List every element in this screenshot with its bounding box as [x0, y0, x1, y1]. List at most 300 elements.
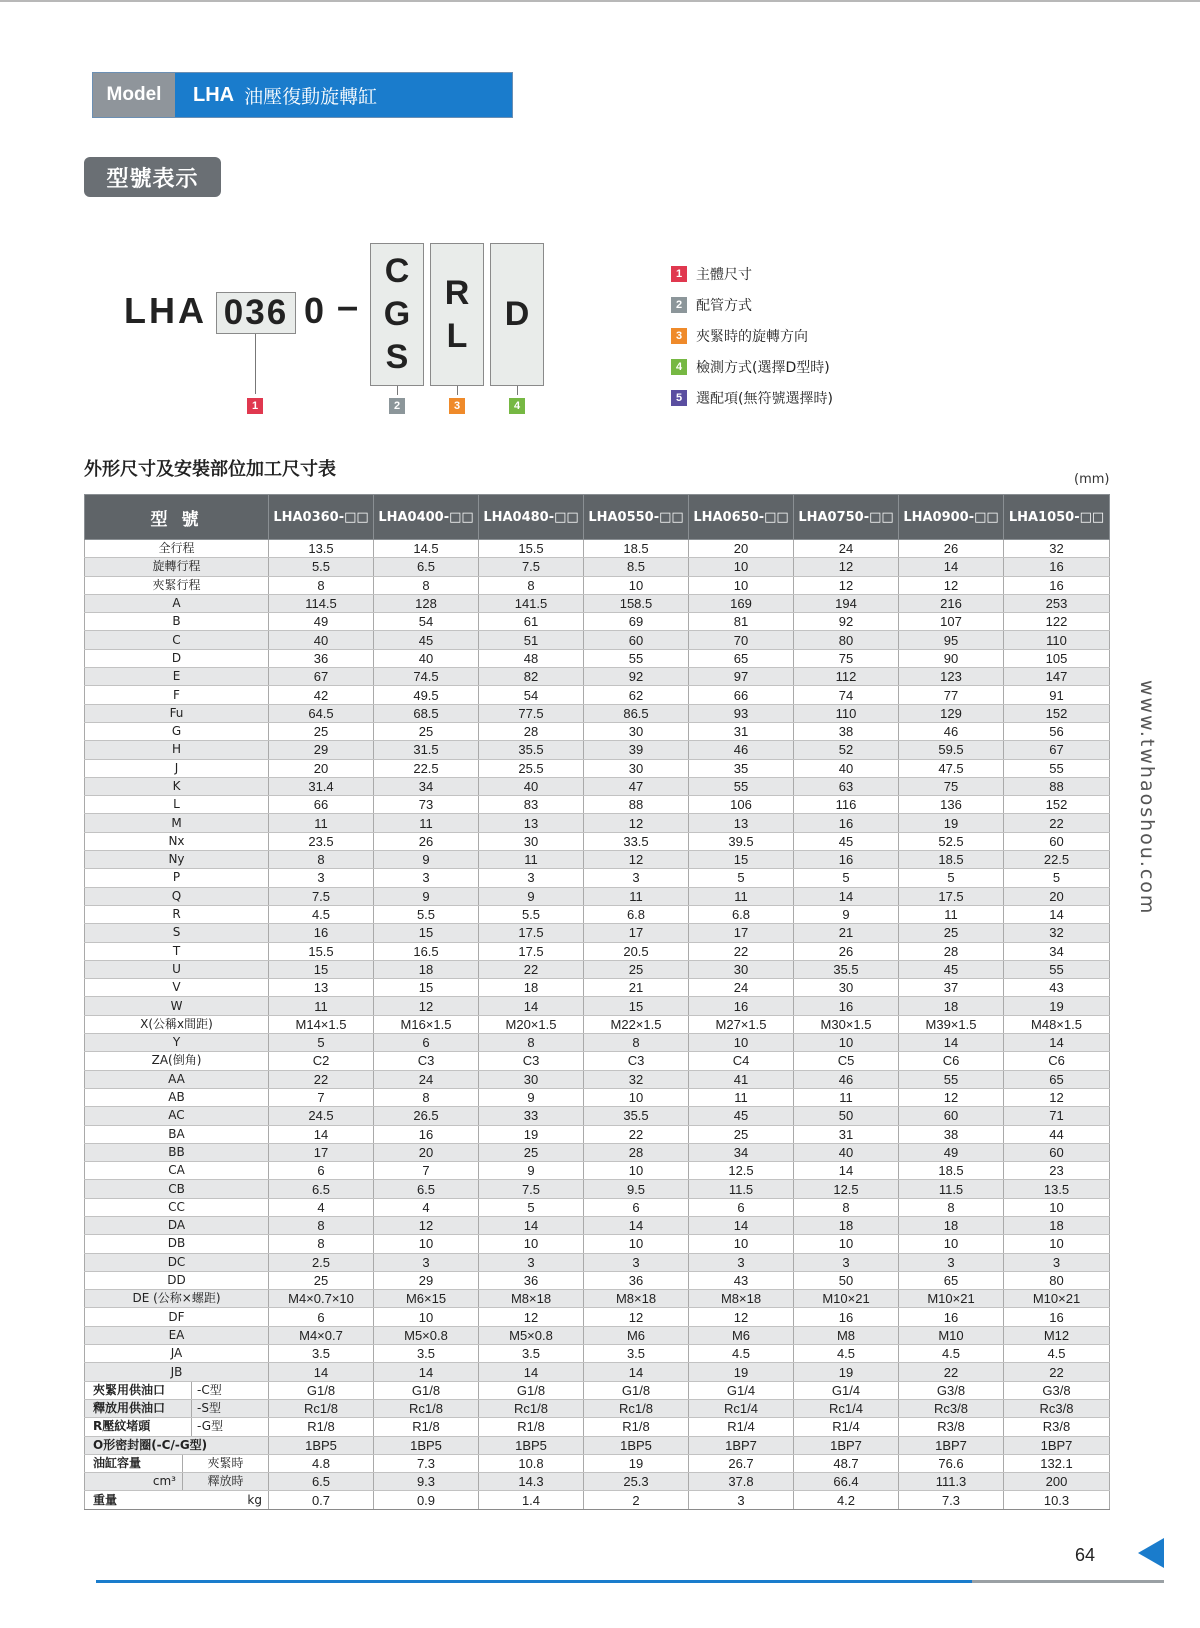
table-cell: 8: [584, 1034, 689, 1052]
table-row: [85, 1308, 1110, 1326]
table-cell: 12.5: [794, 1180, 899, 1198]
legend-marker: 4: [671, 359, 687, 375]
table-cell: 22: [584, 1125, 689, 1143]
table-cell: 12: [374, 1216, 479, 1234]
table-cell: G1/4: [689, 1381, 794, 1399]
table-cell: 70: [689, 631, 794, 649]
table-cell: 3: [899, 1253, 1004, 1271]
table-cell: 1BP5: [374, 1436, 479, 1454]
table-cell: 11.5: [899, 1180, 1004, 1198]
header-model: LHA0550-□□: [584, 495, 689, 540]
table-cell: 19: [1004, 997, 1110, 1015]
table-cell: 5: [689, 869, 794, 887]
row-label: Fu: [85, 704, 269, 722]
table-cell: 10: [689, 576, 794, 594]
table-cell: 10: [689, 558, 794, 576]
table-cell: 31: [689, 722, 794, 740]
table-cell: 55: [899, 1070, 1004, 1088]
table-row: [85, 1290, 1110, 1308]
table-cell: 3: [689, 1253, 794, 1271]
rotation-option: R: [444, 273, 470, 312]
table-cell: 18: [899, 997, 1004, 1015]
table-cell: 10: [584, 576, 689, 594]
row-label-split: [85, 1418, 269, 1436]
legend-item: [671, 289, 833, 320]
table-cell: 14: [899, 1034, 1004, 1052]
legend-marker: 3: [671, 328, 687, 344]
table-cell: 75: [794, 649, 899, 667]
table-cell: 55: [584, 649, 689, 667]
table-cell: 37: [899, 979, 1004, 997]
row-label: 夾緊行程: [85, 576, 269, 594]
table-cell: M4×0.7×10: [269, 1290, 374, 1308]
table-cell: 122: [1004, 613, 1110, 631]
table-cell: 10.8: [479, 1454, 584, 1472]
row-label: DC: [85, 1253, 269, 1271]
table-row: [85, 1271, 1110, 1289]
table-cell: 15.5: [479, 540, 584, 558]
row-label: Nx: [85, 832, 269, 850]
table-cell: M48×1.5: [1004, 1015, 1110, 1033]
table-cell: 18.5: [899, 851, 1004, 869]
table-cell: 73: [374, 796, 479, 814]
table-cell: 45: [374, 631, 479, 649]
table-cell: 32: [1004, 924, 1110, 942]
table-cell: 52: [794, 741, 899, 759]
table-cell: 11: [374, 814, 479, 832]
table-cell: 5.5: [374, 905, 479, 923]
table-cell: 31.4: [269, 777, 374, 795]
table-cell: 11: [269, 997, 374, 1015]
row-label: BA: [85, 1125, 269, 1143]
table-cell: 10: [584, 1088, 689, 1106]
table-cell: 11: [794, 1088, 899, 1106]
table-cell: 25: [689, 1125, 794, 1143]
table-cell: 12: [899, 1088, 1004, 1106]
table-cell: 50: [794, 1107, 899, 1125]
table-cell: 90: [899, 649, 1004, 667]
table-cell: 2.5: [269, 1253, 374, 1271]
table-cell: 123: [899, 668, 1004, 686]
marker-1: 1: [247, 398, 263, 414]
table-cell: 110: [1004, 631, 1110, 649]
table-cell: 9: [374, 851, 479, 869]
table-cell: R1/4: [689, 1418, 794, 1436]
table-cell: 253: [1004, 594, 1110, 612]
table-cell: 9: [479, 887, 584, 905]
table-cell: 20.5: [584, 942, 689, 960]
table-cell: 10: [584, 1235, 689, 1253]
table-cell: Rc1/8: [584, 1399, 689, 1417]
row-label: DD: [85, 1271, 269, 1289]
row-label: AB: [85, 1088, 269, 1106]
model-tag: Model: [93, 73, 175, 117]
table-cell: 8: [269, 576, 374, 594]
table-cell: 19: [479, 1125, 584, 1143]
table-cell: 77: [899, 686, 1004, 704]
detection-option-box: [490, 243, 544, 386]
table-cell: 40: [374, 649, 479, 667]
table-cell: 1BP5: [479, 1436, 584, 1454]
table-cell: Rc1/4: [689, 1399, 794, 1417]
table-cell: 25: [479, 1143, 584, 1161]
table-cell: 41: [689, 1070, 794, 1088]
table-row: [85, 1015, 1110, 1033]
table-cell: 1.4: [479, 1491, 584, 1509]
table-cell: 21: [794, 924, 899, 942]
table-cell: 69: [584, 613, 689, 631]
row-label: ZA(倒角): [85, 1052, 269, 1070]
header-model: LHA1050-□□: [1004, 495, 1110, 540]
table-cell: 3: [689, 1491, 794, 1509]
table-cell: 3: [1004, 1253, 1110, 1271]
table-cell: G1/8: [584, 1381, 689, 1399]
table-cell: 12.5: [689, 1162, 794, 1180]
table-cell: 7: [269, 1088, 374, 1106]
table-cell: 4: [269, 1198, 374, 1216]
table-cell: 62: [584, 686, 689, 704]
row-label: K: [85, 777, 269, 795]
table-cell: 15.5: [269, 942, 374, 960]
table-cell: 158.5: [584, 594, 689, 612]
row-label: CA: [85, 1162, 269, 1180]
table-cell: 14.3: [479, 1473, 584, 1491]
table-cell: 22: [479, 960, 584, 978]
table-cell: C3: [479, 1052, 584, 1070]
table-cell: C6: [899, 1052, 1004, 1070]
table-cell: 45: [689, 1107, 794, 1125]
table-cell: 12: [1004, 1088, 1110, 1106]
table-cell: 80: [794, 631, 899, 649]
table-cell: G1/8: [479, 1381, 584, 1399]
table-cell: 51: [479, 631, 584, 649]
table-cell: 7.5: [479, 558, 584, 576]
table-cell: 36: [584, 1271, 689, 1289]
table-row: [85, 905, 1110, 923]
table-cell: 3: [584, 869, 689, 887]
table-cell: 11: [479, 851, 584, 869]
table-row: [85, 704, 1110, 722]
table-cell: 12: [479, 1308, 584, 1326]
table-cell: 71: [1004, 1107, 1110, 1125]
table-cell: 10: [689, 1034, 794, 1052]
header-model-label: 型 號: [85, 495, 269, 540]
table-cell: 23: [1004, 1162, 1110, 1180]
table-cell: 18.5: [584, 540, 689, 558]
table-row: [85, 796, 1110, 814]
row-label: Ny: [85, 851, 269, 869]
table-cell: 40: [479, 777, 584, 795]
header-model: LHA0360-□□: [269, 495, 374, 540]
table-cell: 19: [899, 814, 1004, 832]
table-cell: 16: [794, 997, 899, 1015]
row-label: 夾緊用供油口: [85, 1382, 192, 1399]
prev-page-arrow-icon[interactable]: [1138, 1538, 1164, 1568]
code-dash: –: [337, 286, 359, 328]
table-cell: 44: [1004, 1125, 1110, 1143]
table-cell: 11.5: [689, 1180, 794, 1198]
table-cell: 74: [794, 686, 899, 704]
table-cell: 76.6: [899, 1454, 1004, 1472]
table-cell: 19: [689, 1363, 794, 1381]
table-cell: 93: [689, 704, 794, 722]
table-cell: 116: [794, 796, 899, 814]
table-cell: 136: [899, 796, 1004, 814]
table-cell: 30: [584, 759, 689, 777]
table-cell: C3: [374, 1052, 479, 1070]
legend-item: [671, 351, 833, 382]
row-label: DB: [85, 1235, 269, 1253]
row-unit: kg: [247, 1492, 262, 1507]
table-cell: 34: [689, 1143, 794, 1161]
table-cell: 60: [899, 1107, 1004, 1125]
legend-item: [671, 320, 833, 351]
row-label: T: [85, 942, 269, 960]
legend-marker: 1: [671, 266, 687, 282]
table-cell: R1/8: [269, 1418, 374, 1436]
table-cell: 30: [584, 722, 689, 740]
table-cell: 6.5: [374, 558, 479, 576]
legend-text: 檢測方式(選擇D型時): [696, 359, 830, 376]
table-cell: 4.2: [794, 1491, 899, 1509]
table-cell: 14: [479, 1216, 584, 1234]
table-cell: 1BP5: [269, 1436, 374, 1454]
table-row: [85, 686, 1110, 704]
table-row: [85, 1363, 1110, 1381]
row-label: A: [85, 594, 269, 612]
table-cell: 9: [794, 905, 899, 923]
table-cell: M12: [1004, 1326, 1110, 1344]
table-cell: 6: [374, 1034, 479, 1052]
table-cell: 24.5: [269, 1107, 374, 1125]
table-cell: 29: [269, 741, 374, 759]
table-cell: 7.5: [269, 887, 374, 905]
table-cell: 20: [1004, 887, 1110, 905]
table-row: [85, 960, 1110, 978]
table-cell: 46: [899, 722, 1004, 740]
code-zero: 0: [304, 290, 325, 331]
table-cell: 21: [584, 979, 689, 997]
table-cell: 5: [1004, 869, 1110, 887]
legend-text: 選配項(無符號選擇時): [696, 390, 833, 407]
table-cell: 16: [794, 1308, 899, 1326]
table-row: [85, 741, 1110, 759]
table-cell: 141.5: [479, 594, 584, 612]
table-row: [85, 668, 1110, 686]
table-cell: 43: [689, 1271, 794, 1289]
table-cell: 8: [269, 851, 374, 869]
table-cell: M10: [899, 1326, 1004, 1344]
table-cell: 15: [374, 924, 479, 942]
table-cell: 52.5: [899, 832, 1004, 850]
page-number: 64: [1075, 1545, 1096, 1565]
table-cell: Rc1/8: [479, 1399, 584, 1417]
table-cell: 0.7: [269, 1491, 374, 1509]
table-header-row: [85, 495, 1110, 540]
website-url: www.twhaoshou.com: [1136, 680, 1158, 916]
table-cell: 54: [479, 686, 584, 704]
table-cell: 48.7: [794, 1454, 899, 1472]
table-cell: 26.5: [374, 1107, 479, 1125]
table-cell: 14: [1004, 1034, 1110, 1052]
table-cell: 8: [899, 1198, 1004, 1216]
row-label: Q: [85, 887, 269, 905]
table-cell: M16×1.5: [374, 1015, 479, 1033]
table-cell: 17.5: [479, 924, 584, 942]
table-cell: 12: [584, 851, 689, 869]
table-cell: M20×1.5: [479, 1015, 584, 1033]
legend: [671, 258, 833, 413]
header-model: LHA0650-□□: [689, 495, 794, 540]
table-cell: 49.5: [374, 686, 479, 704]
table-cell: M22×1.5: [584, 1015, 689, 1033]
table-cell: 37.8: [689, 1473, 794, 1491]
row-label: G: [85, 722, 269, 740]
table-row: [85, 1070, 1110, 1088]
table-cell: M10×21: [794, 1290, 899, 1308]
table-cell: 114.5: [269, 594, 374, 612]
table-cell: 25.5: [479, 759, 584, 777]
table-cell: 14: [269, 1363, 374, 1381]
table-cell: 25: [899, 924, 1004, 942]
row-label: U: [85, 960, 269, 978]
table-cell: 97: [689, 668, 794, 686]
table-cell: 30: [479, 1070, 584, 1088]
table-cell: 20: [269, 759, 374, 777]
table-row: [85, 869, 1110, 887]
table-cell: 60: [1004, 832, 1110, 850]
table-cell: 34: [374, 777, 479, 795]
table-cell: 25: [269, 1271, 374, 1289]
table-cell: Rc1/8: [374, 1399, 479, 1417]
table-cell: 14.5: [374, 540, 479, 558]
table-cell: 10: [1004, 1235, 1110, 1253]
rotation-option: L: [446, 316, 468, 355]
table-row: [85, 631, 1110, 649]
table-cell: 6: [269, 1162, 374, 1180]
table-cell: 45: [794, 832, 899, 850]
table-cell: 7: [374, 1162, 479, 1180]
marker-3: 3: [449, 398, 465, 414]
table-cell: 60: [584, 631, 689, 649]
table-cell: 7.3: [899, 1491, 1004, 1509]
table-cell: 6.5: [374, 1180, 479, 1198]
table-cell: 10: [794, 1235, 899, 1253]
table-cell: 30: [479, 832, 584, 850]
table-cell: 4.8: [269, 1454, 374, 1472]
table-cell: R1/4: [794, 1418, 899, 1436]
table-cell: 28: [584, 1143, 689, 1161]
table-cell: C3: [584, 1052, 689, 1070]
table-cell: M30×1.5: [794, 1015, 899, 1033]
row-label: W: [85, 997, 269, 1015]
table-cell: 22: [269, 1070, 374, 1088]
leader-line: [457, 386, 458, 395]
table-cell: 45: [899, 960, 1004, 978]
table-row: [85, 1088, 1110, 1106]
table-cell: 63: [794, 777, 899, 795]
table-cell: 30: [689, 960, 794, 978]
row-label: R壓紋堵頭: [85, 1418, 192, 1435]
table-cell: G3/8: [1004, 1381, 1110, 1399]
table-cell: M8×18: [689, 1290, 794, 1308]
table-cell: 32: [1004, 540, 1110, 558]
table-cell: 26: [899, 540, 1004, 558]
table-cell: 14: [584, 1216, 689, 1234]
row-label: P: [85, 869, 269, 887]
table-cell: M5×0.8: [479, 1326, 584, 1344]
table-cell: 22.5: [1004, 851, 1110, 869]
row-label: AA: [85, 1070, 269, 1088]
row-label-split: [85, 1491, 269, 1509]
legend-marker: 5: [671, 390, 687, 406]
table-cell: 129: [899, 704, 1004, 722]
table-cell: 29: [374, 1271, 479, 1289]
row-sublabel: -C型: [197, 1382, 222, 1397]
table-cell: 6: [584, 1198, 689, 1216]
table-cell: 42: [269, 686, 374, 704]
table-cell: 11: [899, 905, 1004, 923]
table-cell: 10: [1004, 1198, 1110, 1216]
table-cell: 50: [794, 1271, 899, 1289]
table-cell: 38: [899, 1125, 1004, 1143]
table-cell: 88: [584, 796, 689, 814]
table-cell: 35: [689, 759, 794, 777]
row-label: JB: [85, 1363, 269, 1381]
table-cell: 1BP5: [584, 1436, 689, 1454]
table-cell: 16: [1004, 558, 1110, 576]
table-cell: C5: [794, 1052, 899, 1070]
table-cell: 18: [479, 979, 584, 997]
table-cell: 5: [794, 869, 899, 887]
table-row: [85, 1491, 1110, 1509]
table-cell: 6.8: [584, 905, 689, 923]
table-cell: 68.5: [374, 704, 479, 722]
table-cell: 10: [374, 1308, 479, 1326]
table-cell: 147: [1004, 668, 1110, 686]
table-row: [85, 540, 1110, 558]
table-title: 外形尺寸及安裝部位加工尺寸表: [84, 459, 336, 480]
row-label: BB: [85, 1143, 269, 1161]
table-cell: 128: [374, 594, 479, 612]
table-cell: 132.1: [1004, 1454, 1110, 1472]
table-cell: 31.5: [374, 741, 479, 759]
table-cell: 14: [479, 997, 584, 1015]
table-cell: 64.5: [269, 704, 374, 722]
table-cell: 112: [794, 668, 899, 686]
table-cell: 1BP7: [899, 1436, 1004, 1454]
table-cell: 8: [269, 1216, 374, 1234]
row-label: O形密封圈(-C/-G型): [85, 1436, 269, 1454]
row-label: J: [85, 759, 269, 777]
table-cell: 18: [794, 1216, 899, 1234]
table-cell: 74.5: [374, 668, 479, 686]
table-cell: 33: [479, 1107, 584, 1125]
table-cell: 12: [794, 558, 899, 576]
table-row: [85, 997, 1110, 1015]
table-cell: 40: [269, 631, 374, 649]
table-cell: 14: [584, 1363, 689, 1381]
table-row: [85, 1162, 1110, 1180]
table-row: [85, 1180, 1110, 1198]
table-cell: 13.5: [269, 540, 374, 558]
table-row: [85, 1418, 1110, 1436]
table-cell: R1/8: [479, 1418, 584, 1436]
table-cell: 3: [269, 869, 374, 887]
table-cell: 39: [584, 741, 689, 759]
table-cell: 5.5: [479, 905, 584, 923]
table-cell: 15: [584, 997, 689, 1015]
